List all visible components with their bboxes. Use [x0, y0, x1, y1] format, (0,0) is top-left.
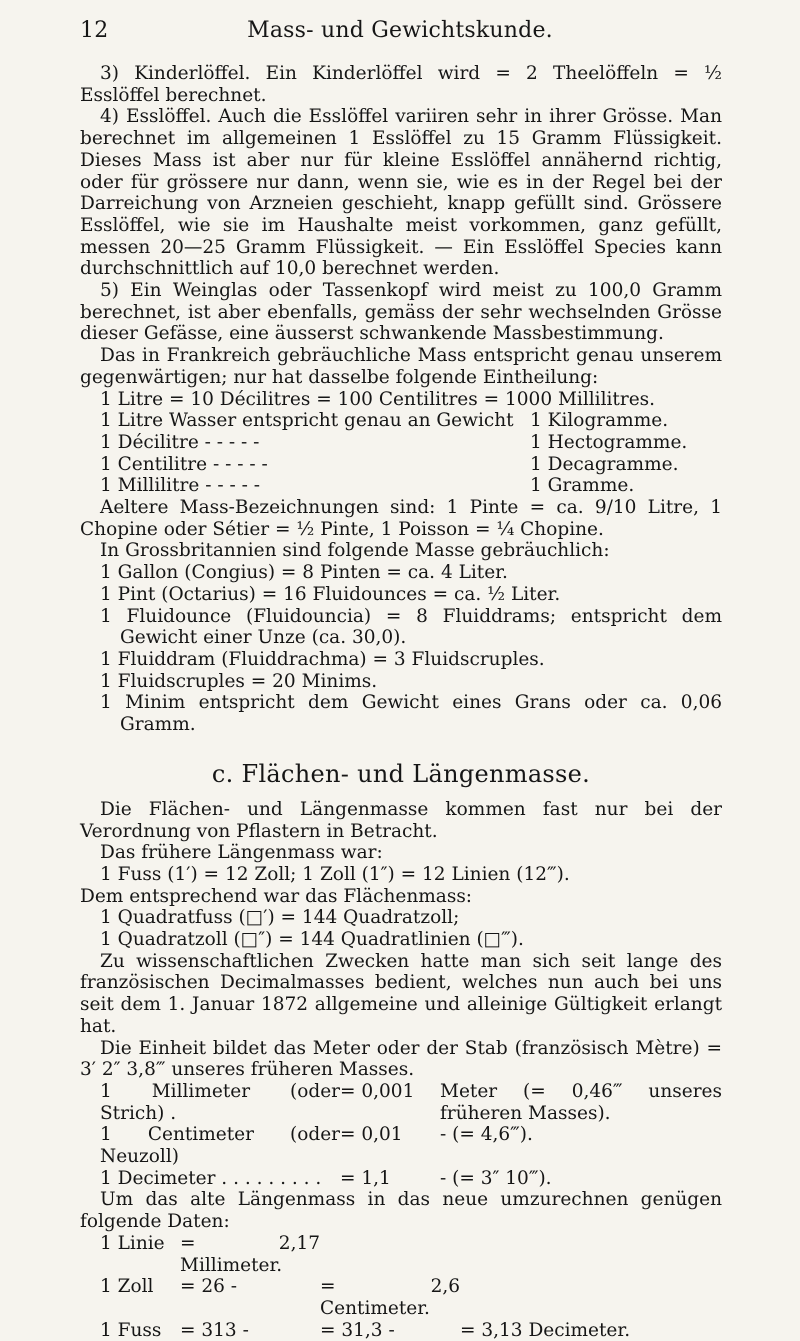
conversion-table	[80, 1233, 722, 1341]
table-cell-right: 1 Kilogramme.	[530, 410, 669, 432]
table-row	[80, 1081, 722, 1124]
metric-note: - (= 3″ 10‴).	[440, 1167, 552, 1189]
french-measure-table	[80, 410, 722, 497]
paragraph-area-intro: Dem entsprechend war das Flächenmass:	[80, 885, 473, 907]
paragraph-weinglas: 5) Ein Weinglas oder Tassenkopf wird meist zu 100,0 Gramm berechnet, ist aber ebenfalls, gemäss der sehr wechselnden Grösse dieser Gefässe, eine äusserst schwankende Massbestimmung.	[80, 280, 722, 345]
table-row	[80, 1276, 722, 1319]
list-item: 1 Gallon (Congius) = 8 Pinten = ca. 4 Liter.	[100, 562, 508, 584]
area-line: 1 Quadratzoll (□″) = 144 Quadratlinien (□‴).	[100, 929, 524, 951]
old-length-line: 1 Fuss (1′) = 12 Zoll; 1 Zoll (1″) = 12 Linien (12‴).	[100, 863, 570, 885]
metric-unit: 1 Decimeter . . . . . . . . .	[100, 1167, 322, 1189]
list-item: 1 Fluiddram (Fluiddrachma) = 3 Fluidscruples.	[100, 648, 545, 670]
table-row	[80, 1320, 722, 1341]
paragraph-kinderloeffel: 3) Kinderlöffel. Ein Kinderlöffel wird = 2 Theelöffeln = ½ Esslöffel berechnet.	[80, 63, 722, 106]
paragraph-grossbritannien: In Grossbritannien sind folgende Masse gebräuchlich:	[100, 540, 610, 562]
conv-unit: 1 Zoll	[100, 1276, 154, 1298]
table-cell-left: 1 Millilitre - - - - -	[100, 475, 260, 497]
metric-value: = 0,01	[340, 1124, 403, 1146]
metric-note: Meter (= 0,46‴ unseres früheren Masses).	[440, 1080, 722, 1124]
running-title: Mass- und Gewichtskunde.	[247, 18, 553, 43]
metric-value: = 0,001	[340, 1080, 415, 1102]
french-litre-line: 1 Litre = 10 Décilitres = 100 Centilitres = 1000 Millilitres.	[100, 388, 656, 410]
conv-dm: = 3,13 Decimeter.	[460, 1319, 631, 1341]
conv-cm: = 2,6 Centimeter.	[320, 1276, 460, 1319]
table-cell-left: 1 Litre Wasser entspricht genau an Gewicht	[100, 410, 514, 432]
paragraph-aeltere: Aeltere Mass-Bezeichnungen sind: 1 Pinte = ca. 9/10 Litre, 1 Chopine oder Sétier = ½ Pinte, 1 Poisson = ¼ Chopine.	[80, 497, 722, 540]
table-row	[80, 1233, 722, 1276]
conv-cm	[320, 1233, 460, 1276]
metric-note: - (= 4,6‴).	[440, 1124, 533, 1146]
metric-value: = 1,1	[340, 1167, 391, 1189]
table-cell-right: 1 Gramme.	[530, 475, 635, 497]
conv-dm	[460, 1233, 722, 1276]
conv-dm	[460, 1276, 722, 1319]
gb-measure-list	[80, 562, 722, 736]
paragraph-frankreich: Das in Frankreich gebräuchliche Mass entspricht genau unserem gegenwärtigen; nur hat dasselbe folgende Eintheilung:	[80, 345, 722, 388]
conv-mm: = 26 -	[180, 1276, 238, 1298]
section-heading: c. Flächen- und Längenmasse.	[211, 759, 591, 788]
table-cell-left: 1 Centilitre - - - - -	[100, 453, 268, 475]
conv-cm: = 31,3 -	[320, 1319, 395, 1341]
paragraph-essloeffel: 4) Esslöffel. Auch die Esslöffel variiren sehr in ihrer Grösse. Man berechnet im allgemeinen 1 Esslöffel zu 15 Gramm Flüssigkeit. Dieses Mass ist aber nur für kleine Esslöffel annähernd richtig, oder für grössere nur dann, wenn sie, wie es in der Regel bei der Darreichung von Arzneien geschieht, knapp gefüllt sind. Grössere Esslöffel, wie sie im Haushalte meist vorkommen, ganz gefüllt, messen 20—25 Gramm Flüssigkeit. — Ein Esslöffel Species kann durchschnittlich auf 10,0 berechnet werden.	[80, 106, 722, 280]
metric-table	[80, 1081, 722, 1190]
metric-unit: 1 Millimeter (oder Strich) .	[100, 1080, 340, 1124]
conv-mm: = 2,17 Millimeter.	[180, 1232, 320, 1276]
table-cell-right: 1 Decagramme.	[530, 453, 679, 475]
conv-unit: 1 Fuss	[100, 1319, 162, 1341]
table-cell-left: 1 Décilitre - - - - -	[100, 431, 260, 453]
table-row	[80, 410, 722, 432]
paragraph-intro: Die Flächen- und Längenmasse kommen fast nur bei der Verordnung von Pflastern in Betracht.	[80, 798, 722, 842]
list-item: 1 Fluidounce (Fluidouncia) = 8 Fluiddrams; entspricht dem Gewicht einer Unze (ca. 30,0).	[100, 605, 722, 649]
table-cell-right: 1 Hectogramme.	[530, 431, 688, 453]
list-item: 1 Minim entspricht dem Gewicht eines Grans oder ca. 0,06 Gramm.	[100, 692, 722, 736]
list-item: 1 Fluidscruples = 20 Minims.	[100, 670, 378, 692]
paragraph-decimal: Zu wissenschaftlichen Zwecken hatte man sich seit lange des französischen Decimalmasses bedient, welches nun auch bei uns seit dem 1. Januar 1872 allgemeine und alleinige Gültigkeit erlangt hat.	[80, 950, 722, 1037]
table-row	[80, 454, 722, 476]
list-item: 1 Pint (Octarius) = 16 Fluidounces = ca. ½ Liter.	[100, 583, 561, 605]
paragraph-unit: Die Einheit bildet das Meter oder der Stab (französisch Mètre) = 3′ 2″ 3,8‴ unseres früheren Masses.	[80, 1037, 722, 1081]
paragraph-old-length: Das frühere Längenmass war:	[100, 842, 383, 864]
table-row	[80, 432, 722, 454]
conv-unit: 1 Linie	[100, 1232, 165, 1254]
table-row	[80, 1124, 722, 1167]
page-body	[80, 63, 722, 1341]
area-line: 1 Quadratfuss (□′) = 144 Quadratzoll;	[100, 907, 460, 929]
conv-mm: = 313 -	[180, 1319, 249, 1341]
page-number: 12	[80, 18, 109, 43]
table-row	[80, 475, 722, 497]
metric-unit: 1 Centimeter (oder Neuzoll)	[100, 1124, 340, 1168]
running-header	[80, 18, 720, 50]
table-row	[80, 1168, 722, 1190]
paragraph-convert: Um das alte Längenmass in das neue umzurechnen genügen folgende Daten:	[80, 1189, 722, 1233]
